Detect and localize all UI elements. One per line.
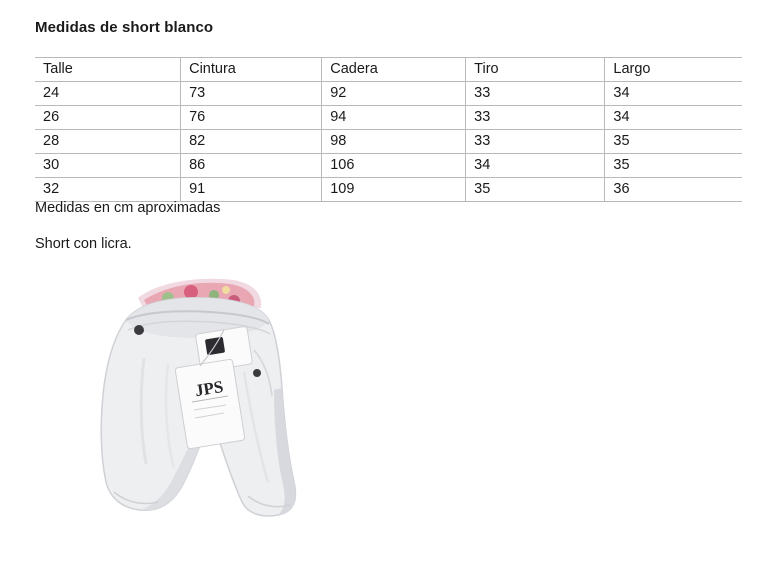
table-row [35,106,742,130]
cell-talle: 30 [35,154,181,178]
table-row [35,130,742,154]
cell-cadera: 98 [322,130,466,154]
white-denim-shorts-photo [48,268,548,558]
cell-talle: 26 [35,106,181,130]
column-header-talle: Talle [35,58,181,82]
cell-cadera: 109 [322,178,466,202]
cell-largo: 34 [605,82,742,106]
column-header-largo: Largo [605,58,742,82]
table-row [35,82,742,106]
cell-talle: 28 [35,130,181,154]
cell-cintura: 82 [181,130,322,154]
cell-largo: 36 [605,178,742,202]
cell-largo: 34 [605,106,742,130]
column-header-tiro: Tiro [466,58,605,82]
cell-talle: 24 [35,82,181,106]
cell-tiro: 33 [466,82,605,106]
cell-tiro: 35 [466,178,605,202]
cell-cintura: 76 [181,106,322,130]
hang-tag-brand [175,359,245,449]
cell-cadera: 92 [322,82,466,106]
column-header-cadera: Cadera [322,58,466,82]
cell-talle: 32 [35,178,181,202]
cell-cintura: 73 [181,82,322,106]
page-title: Medidas de short blanco [35,19,214,36]
cell-largo: 35 [605,130,742,154]
table-row [35,178,742,202]
cell-cintura: 86 [181,154,322,178]
cell-cadera: 94 [322,106,466,130]
cell-tiro: 33 [466,130,605,154]
cell-cadera: 106 [322,154,466,178]
material-note: Short con licra. [35,236,132,252]
cell-largo: 35 [605,154,742,178]
waist-button-icon [134,325,144,335]
cell-tiro: 33 [466,106,605,130]
pocket-rivet-icon [253,369,261,377]
table-row [35,154,742,178]
cell-cintura: 91 [181,178,322,202]
size-chart-table [35,57,742,202]
tag-brand-text: JPS [193,376,225,401]
table-header-row [35,58,742,82]
measurement-units-note: Medidas en cm aproximadas [35,200,221,216]
cell-tiro: 34 [466,154,605,178]
column-header-cintura: Cintura [181,58,322,82]
